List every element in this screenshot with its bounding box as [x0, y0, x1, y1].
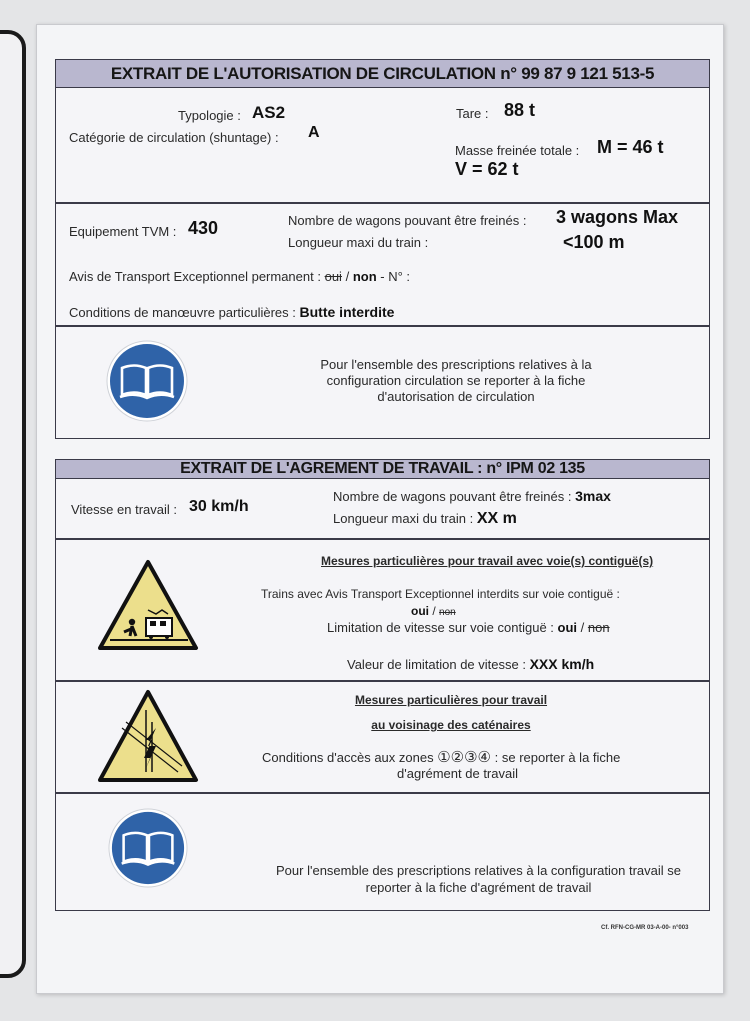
- longueur-value: XX m: [476, 510, 517, 527]
- limitation-row: [327, 620, 610, 635]
- circulation-section: [55, 59, 710, 439]
- tare-value: 88 t: [504, 100, 536, 120]
- wagons-value: 3 wagons Max: [556, 207, 679, 227]
- travail-wagons-row: [333, 488, 611, 504]
- avis-non: non: [352, 269, 377, 284]
- book-icon: [106, 340, 188, 422]
- wagons-value: 3max: [575, 488, 611, 504]
- travail-section: [55, 459, 710, 911]
- valeur-value: XXX km/h: [529, 656, 595, 672]
- masse-label: Masse freinée totale :: [455, 143, 580, 158]
- avis-number: - N° :: [380, 269, 411, 284]
- divider: [56, 538, 709, 540]
- conditions-label: Conditions de manœuvre particulières :: [69, 305, 296, 320]
- v-value: V = 62 t: [455, 159, 519, 179]
- limitation-oui: oui: [557, 620, 578, 635]
- prescriptions-line: reporter à la fiche d'agrément de travail: [365, 880, 592, 895]
- vitesse-value: 30 km/h: [189, 498, 249, 515]
- tvm-value: 430: [188, 218, 219, 238]
- avis-row: [69, 269, 410, 284]
- acces-suffix: : se reporter à la fiche: [494, 750, 621, 765]
- track-work-warning-icon: [96, 558, 200, 652]
- wagons-label: Nombre de wagons pouvant être freinés :: [288, 213, 527, 228]
- travail-title: EXTRAIT DE L'AGREMENT DE TRAVAIL : n° IPM 02 135: [56, 460, 709, 479]
- prescriptions-line: d'autorisation de circulation: [377, 389, 535, 404]
- avis-oui: oui: [324, 269, 342, 284]
- travail-prescriptions: [251, 862, 706, 896]
- longueur-value: <100 m: [563, 232, 625, 252]
- left-frame: [0, 30, 26, 978]
- valeur-row: [347, 656, 594, 672]
- acces-zones: ①②③④: [437, 749, 492, 766]
- masse-value: M = 46 t: [597, 137, 664, 157]
- vitesse-label: Vitesse en travail :: [71, 502, 177, 517]
- tvm-label: Equipement TVM :: [69, 224, 177, 239]
- conditions-value: Butte interdite: [299, 304, 395, 320]
- prescriptions-line: Pour l'ensemble des prescriptions relatives à la configuration travail se: [276, 863, 681, 878]
- reference-code: Cf. RFN-CG-MR 03-A-00- n°003: [601, 925, 689, 931]
- longueur-label: Longueur maxi du train :: [333, 511, 474, 526]
- trains-oui: oui: [411, 604, 429, 618]
- typologie-label: Typologie :: [178, 108, 241, 123]
- prescriptions-line: Pour l'ensemble des prescriptions relatives à la: [320, 357, 592, 372]
- catenaires-title: Mesures particulières pour travail: [354, 693, 548, 707]
- catenaires-title: au voisinage des caténaires: [371, 718, 531, 732]
- avis-sep: /: [345, 269, 350, 284]
- divider: [56, 325, 709, 327]
- prescriptions-line: configuration circulation se reporter à la fiche: [326, 373, 586, 388]
- travail-longueur-row: [333, 510, 517, 528]
- acces-line2: d'agrément de travail: [397, 766, 518, 781]
- categorie-value: A: [308, 124, 320, 141]
- acces-row: [262, 748, 620, 766]
- high-voltage-warning-icon: [96, 688, 200, 784]
- contigues-title: Mesures particulières pour travail avec voie(s) contiguë(s): [321, 554, 654, 568]
- divider: [56, 680, 709, 682]
- trains-non: non: [439, 607, 456, 618]
- trains-choice: [411, 604, 456, 618]
- longueur-label: Longueur maxi du train :: [288, 235, 429, 250]
- valeur-label: Valeur de limitation de vitesse :: [347, 657, 526, 672]
- trains-sep: /: [432, 604, 436, 618]
- trains-label: Trains avec Avis Transport Exceptionnel interdits sur voie contiguë :: [261, 587, 620, 601]
- limitation-sep: /: [580, 620, 585, 635]
- book-icon: [108, 808, 188, 888]
- circulation-prescriptions: [276, 357, 636, 405]
- limitation-label: Limitation de vitesse sur voie contiguë :: [327, 620, 554, 635]
- notice-board: [36, 24, 724, 994]
- tare-label: Tare :: [456, 106, 489, 121]
- divider: [56, 202, 709, 204]
- avis-label: Avis de Transport Exceptionnel permanent :: [69, 269, 321, 284]
- conditions-row: [69, 304, 394, 320]
- categorie-label: Catégorie de circulation (shuntage) :: [69, 130, 279, 145]
- circulation-title: EXTRAIT DE L'AUTORISATION DE CIRCULATION n° 99 87 9 121 513-5: [56, 60, 709, 88]
- acces-label: Conditions d'accès aux zones: [262, 750, 434, 765]
- typologie-value: AS2: [252, 103, 286, 122]
- limitation-non: non: [587, 620, 610, 635]
- wagons-label: Nombre de wagons pouvant être freinés :: [333, 489, 572, 504]
- divider: [56, 792, 709, 794]
